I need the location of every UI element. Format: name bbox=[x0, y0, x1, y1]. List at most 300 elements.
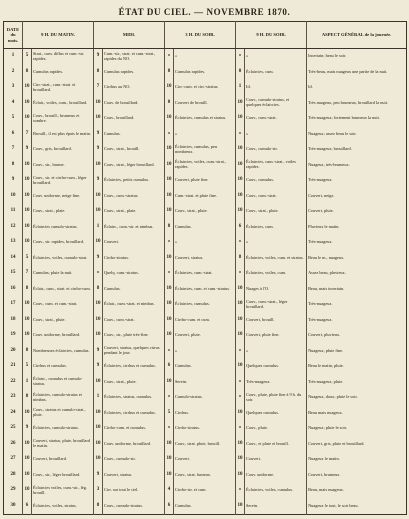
obs-noon: Éclairc., cum.-str. et nimbus. bbox=[103, 220, 165, 236]
cover-9h-morning: 10 bbox=[23, 406, 32, 422]
table-row bbox=[4, 468, 407, 484]
cover-noon: 9 bbox=[94, 359, 103, 375]
table-row bbox=[4, 390, 407, 406]
table-row bbox=[4, 251, 407, 267]
table-row bbox=[4, 344, 407, 360]
aspect-cell: Très-beau, mais nuageux une partie de la nuit. bbox=[307, 65, 407, 81]
cover-3h-evening: 10 bbox=[165, 189, 174, 205]
obs-9h-evening: Couv., strat., pluie. bbox=[245, 204, 307, 220]
cover-9h-morning: 8 bbox=[23, 344, 32, 360]
cover-3h-evening: 10 bbox=[165, 158, 174, 174]
day-cell: 14 bbox=[4, 251, 23, 267]
cover-noon: 10 bbox=[94, 158, 103, 174]
aspect-cell: Beau, mais incertain. bbox=[307, 282, 407, 298]
obs-9h-morning: Couv., cum. et cum.-strat. bbox=[32, 297, 94, 313]
cover-noon: 9 bbox=[94, 344, 103, 360]
cover-noon: 10 bbox=[94, 96, 103, 112]
obs-9h-evening: Couv. uniforme. bbox=[245, 468, 307, 484]
aspect-cell: Nuageux, doux; pluie le soir. bbox=[307, 390, 407, 406]
cover-9h-evening: 10 bbox=[236, 204, 245, 220]
aspect-cell: Très-nuageux, pluie. bbox=[307, 375, 407, 391]
obs-9h-evening: Couvert, brouill. bbox=[245, 313, 307, 329]
obs-9h-morning: Strat., cum. diffus et cum.-str. rapides. bbox=[32, 49, 94, 65]
day-cell: 20 bbox=[4, 344, 23, 360]
obs-3h-evening: » bbox=[174, 127, 236, 143]
cover-3h-evening: » bbox=[165, 344, 174, 360]
cover-3h-evening: 4 bbox=[165, 483, 174, 499]
header-aspect: ASPECT GÉNÉRAL de la journée. bbox=[307, 22, 407, 49]
cover-9h-morning: 1 bbox=[23, 375, 32, 391]
cover-noon: 7 bbox=[94, 80, 103, 96]
cover-noon: 8 bbox=[94, 499, 103, 515]
aspect-cell: Beau le m., nuageux. bbox=[307, 251, 407, 267]
cover-9h-evening: 10 bbox=[236, 452, 245, 468]
obs-noon: Couv., cumulo-str. bbox=[103, 452, 165, 468]
obs-9h-evening: Éclaircies, cum. bbox=[245, 220, 307, 236]
cover-noon: 1 bbox=[94, 390, 103, 406]
cover-9h-morning: 10 bbox=[23, 437, 32, 453]
cover-noon: 9 bbox=[94, 468, 103, 484]
obs-9h-evening: Éclaircies, voiles, cumulus. bbox=[245, 483, 307, 499]
obs-3h-evening: Couvert, pluie fine. bbox=[174, 173, 236, 189]
cover-3h-evening: 10 bbox=[165, 142, 174, 158]
obs-3h-evening: Cirrhus. bbox=[174, 406, 236, 422]
obs-3h-evening: Couvert, stratus. bbox=[174, 251, 236, 267]
obs-9h-morning: Couv. uniforme, brouillard. bbox=[32, 328, 94, 344]
aspect-cell: Couvert, pluie. bbox=[307, 204, 407, 220]
obs-9h-evening: Couvert, pluie fine. bbox=[245, 328, 307, 344]
cover-9h-evening: » bbox=[236, 49, 245, 65]
day-cell: 7 bbox=[4, 142, 23, 158]
obs-3h-evening: Cirrho-str. et cum. bbox=[174, 483, 236, 499]
obs-9h-morning: Couv., gris, brouillard. bbox=[32, 142, 94, 158]
obs-9h-morning: Cirr.-strat., cum.-strat. et brouillard. bbox=[32, 80, 94, 96]
table-row bbox=[4, 406, 407, 422]
day-cell: 28 bbox=[4, 468, 23, 484]
obs-noon: Cirr. sur tout le ciel. bbox=[103, 483, 165, 499]
header-row bbox=[4, 22, 407, 49]
obs-noon: Couv., cum.-strat. bbox=[103, 313, 165, 329]
cover-3h-evening: 10 bbox=[165, 313, 174, 329]
obs-3h-evening: Éclaircies, voiles, cum.-strat., rapides. bbox=[174, 158, 236, 174]
cover-9h-evening: 0 bbox=[236, 65, 245, 81]
cover-9h-morning: 8 bbox=[23, 390, 32, 406]
aspect-cell: Nuageux, très-brumeux. bbox=[307, 158, 407, 174]
table-row bbox=[4, 437, 407, 453]
day-cell: 18 bbox=[4, 313, 23, 329]
cover-9h-evening: 10 bbox=[236, 158, 245, 174]
obs-9h-evening: » bbox=[245, 127, 307, 143]
obs-noon: Couvert, stratus, quelques cirrus pendant le jour. bbox=[103, 344, 165, 360]
aspect-cell: Beau, mais nuageux. bbox=[307, 483, 407, 499]
cover-noon: 9 bbox=[94, 127, 103, 143]
cover-9h-morning: 5 bbox=[23, 251, 32, 267]
day-cell: 6 bbox=[4, 127, 23, 143]
obs-3h-evening: » bbox=[174, 235, 236, 251]
cover-9h-morning: 10 bbox=[23, 158, 32, 174]
obs-3h-evening: Cumulus. bbox=[174, 499, 236, 515]
obs-9h-morning: Couv., brouill., brumeux et sombre. bbox=[32, 111, 94, 127]
obs-noon: Couv., cum.-stratus. bbox=[103, 189, 165, 205]
cover-noon: 10 bbox=[94, 437, 103, 453]
obs-9h-morning: Couv. uniforme, neige fine. bbox=[32, 189, 94, 205]
cover-9h-evening: 10 bbox=[236, 142, 245, 158]
cover-9h-morning: 10 bbox=[23, 313, 32, 329]
day-cell: 30 bbox=[4, 499, 23, 515]
cover-3h-evening: » bbox=[165, 49, 174, 65]
cover-9h-morning: 10 bbox=[23, 328, 32, 344]
obs-9h-evening: Serein. bbox=[245, 499, 307, 515]
cover-3h-evening: 10 bbox=[165, 173, 174, 189]
obs-noon: Éclaircies, cirrhus et cumulus. bbox=[103, 406, 165, 422]
cover-9h-evening: 1 bbox=[236, 80, 245, 96]
day-cell: 12 bbox=[4, 220, 23, 236]
cover-9h-morning: 10 bbox=[23, 204, 32, 220]
day-cell: 8 bbox=[4, 158, 23, 174]
aspect-cell: Nuageux le matin. bbox=[307, 452, 407, 468]
table-row bbox=[4, 483, 407, 499]
day-cell: 10 bbox=[4, 189, 23, 205]
cover-9h-evening: 6 bbox=[236, 220, 245, 236]
obs-9h-morning: Éclaircies cumulo-stratus. bbox=[32, 220, 94, 236]
cover-noon: 9 bbox=[94, 251, 103, 267]
cover-noon: 9 bbox=[94, 49, 103, 65]
cover-9h-evening: » bbox=[236, 235, 245, 251]
cover-9h-morning: 10 bbox=[23, 189, 32, 205]
header-date: DATE du mois. bbox=[4, 22, 23, 49]
aspect-cell: Nuageux, pluie fine. bbox=[307, 344, 407, 360]
obs-9h-evening: Quelques cumulus. bbox=[245, 359, 307, 375]
aspect-cell: Nuageux le tout, le soir beau. bbox=[307, 499, 407, 515]
obs-3h-evening: Cum.-strat. et pluie fine. bbox=[174, 189, 236, 205]
table-row bbox=[4, 499, 407, 515]
cover-3h-evening: 10 bbox=[165, 111, 174, 127]
obs-3h-evening: Couvert. bbox=[174, 452, 236, 468]
header-9h-evening: 9 H. DU SOIR. bbox=[236, 22, 307, 49]
obs-9h-evening: Éclaircies, voiles, cum. bbox=[245, 266, 307, 282]
cover-3h-evening: » bbox=[165, 235, 174, 251]
table-row bbox=[4, 313, 407, 329]
cover-3h-evening: » bbox=[165, 266, 174, 282]
cover-3h-evening: » bbox=[165, 127, 174, 143]
obs-noon: Cum.-str., strat. et cum.-strat., rapides du NO. bbox=[103, 49, 165, 65]
cover-9h-morning: 8 bbox=[23, 282, 32, 298]
obs-9h-morning: Cumulus; pluie la nuit. bbox=[32, 266, 94, 282]
obs-3h-evening: » bbox=[174, 49, 236, 65]
header-9h-morning: 9 H. DU MATIN. bbox=[23, 22, 94, 49]
obs-3h-evening: Couv., strat. pluie, brouill. bbox=[174, 437, 236, 453]
table-row bbox=[4, 421, 407, 437]
obs-9h-evening: Éclaircies, cum. bbox=[245, 65, 307, 81]
cover-9h-evening: 10 bbox=[236, 328, 245, 344]
cover-3h-evening: 10 bbox=[165, 282, 174, 298]
aspect-cell: Nuageux; assez beau le soir. bbox=[307, 127, 407, 143]
cover-9h-evening: » bbox=[236, 127, 245, 143]
obs-9h-morning: Éclair., voiles, cum., brouillard. bbox=[32, 96, 94, 112]
obs-3h-evening: » bbox=[174, 344, 236, 360]
cover-9h-evening: 10 bbox=[236, 468, 245, 484]
obs-9h-evening: Couv., cum.-strat. bbox=[245, 189, 307, 205]
table-row bbox=[4, 49, 407, 65]
obs-noon: Couvert. bbox=[103, 235, 165, 251]
cover-9h-morning: 10 bbox=[23, 452, 32, 468]
aspect-cell: Assez beau, pluvieux. bbox=[307, 266, 407, 282]
table-row bbox=[4, 158, 407, 174]
obs-9h-morning: Éclaircies voiles, cum.-str., lég. brouill. bbox=[32, 483, 94, 499]
aspect-cell: Couvert, pluvieux. bbox=[307, 328, 407, 344]
obs-9h-evening: Couvert. bbox=[245, 452, 307, 468]
cover-3h-evening: 8 bbox=[165, 220, 174, 236]
cover-3h-evening: 6 bbox=[165, 359, 174, 375]
obs-9h-morning: Brouill., il est plus épais le matin. bbox=[32, 127, 94, 143]
aspect-cell: Beau le matin, pluie. bbox=[307, 359, 407, 375]
obs-9h-evening: Couv., cumulo-stratus, et quelques éclaircies. bbox=[245, 96, 307, 112]
cover-9h-morning: 10 bbox=[23, 220, 32, 236]
aspect-cell: Très-nuageux. bbox=[307, 297, 407, 313]
cover-3h-evening: 6 bbox=[165, 499, 174, 515]
cover-noon: 10 bbox=[94, 235, 103, 251]
day-cell: 17 bbox=[4, 297, 23, 313]
day-cell: 19 bbox=[4, 328, 23, 344]
cover-9h-morning: 10 bbox=[23, 483, 32, 499]
obs-noon: Cirrho-stratus. bbox=[103, 251, 165, 267]
obs-noon: Cumulus rapides. bbox=[103, 65, 165, 81]
obs-9h-morning: Nombreuses éclaircies, cumulus. bbox=[32, 344, 94, 360]
cover-9h-evening: 10 bbox=[236, 297, 245, 313]
cover-3h-evening: » bbox=[165, 390, 174, 406]
cover-noon: 10 bbox=[94, 375, 103, 391]
cover-9h-evening: 10 bbox=[236, 437, 245, 453]
obs-3h-evening: Couvert de brouill. bbox=[174, 96, 236, 112]
day-cell: 24 bbox=[4, 406, 23, 422]
cover-9h-evening: 10 bbox=[236, 282, 245, 298]
obs-3h-evening: Cumulus rapides. bbox=[174, 65, 236, 81]
obs-3h-evening: Cumulus. bbox=[174, 359, 236, 375]
obs-9h-evening: Couv., cum.-strat. bbox=[245, 111, 307, 127]
cover-noon: 10 bbox=[94, 189, 103, 205]
cover-9h-morning: 10 bbox=[23, 173, 32, 189]
cover-noon: 9 bbox=[94, 142, 103, 158]
cover-9h-morning: 6 bbox=[23, 499, 32, 515]
cover-3h-evening: 10 bbox=[165, 80, 174, 96]
obs-noon: Couv., strat., léger brouillard. bbox=[103, 158, 165, 174]
obs-noon: Couvert, stratus. bbox=[103, 468, 165, 484]
obs-noon: Quelq. cum.-stratus. bbox=[103, 266, 165, 282]
table-row bbox=[4, 452, 407, 468]
day-cell: 4 bbox=[4, 96, 23, 112]
obs-noon: Éclair., cum.-strat. et nimbus. bbox=[103, 297, 165, 313]
cover-9h-evening: 10 bbox=[236, 359, 245, 375]
cover-9h-morning: 7 bbox=[23, 127, 32, 143]
obs-9h-evening: Couv., pluie. bbox=[245, 421, 307, 437]
day-cell: 11 bbox=[4, 204, 23, 220]
cover-9h-evening: 10 bbox=[236, 96, 245, 112]
table-row bbox=[4, 297, 407, 313]
obs-noon: Cumulus. bbox=[103, 127, 165, 143]
sky-state-table bbox=[3, 21, 407, 515]
cover-3h-evening: 10 bbox=[165, 251, 174, 267]
cover-3h-evening: 8 bbox=[165, 65, 174, 81]
obs-noon: Couv. de brouillard. bbox=[103, 96, 165, 112]
cover-noon: 10 bbox=[94, 328, 103, 344]
obs-noon: Couv. uniforme, brouillard. bbox=[103, 437, 165, 453]
cover-noon: 10 bbox=[94, 421, 103, 437]
table-body bbox=[4, 49, 407, 515]
obs-noon: Éclaircies, stratus, cumulus. bbox=[103, 390, 165, 406]
obs-9h-morning: Éclaircies, cumulo-stratus. bbox=[32, 421, 94, 437]
cover-9h-evening: » bbox=[236, 390, 245, 406]
cover-3h-evening: 10 bbox=[165, 452, 174, 468]
cover-noon: 10 bbox=[94, 297, 103, 313]
cover-9h-morning: 9 bbox=[23, 421, 32, 437]
cover-9h-evening: » bbox=[236, 421, 245, 437]
cover-9h-morning: 10 bbox=[23, 468, 32, 484]
obs-9h-evening: Nuages à l'O. bbox=[245, 282, 307, 298]
day-cell: 27 bbox=[4, 452, 23, 468]
obs-noon: Cumulus. bbox=[103, 282, 165, 298]
obs-noon: Cirrhus au NO. bbox=[103, 80, 165, 96]
table-row bbox=[4, 65, 407, 81]
cover-9h-evening: 10 bbox=[236, 406, 245, 422]
cover-9h-evening: 10 bbox=[236, 173, 245, 189]
obs-3h-evening: Cumulus. bbox=[174, 220, 236, 236]
obs-9h-evening: Couv., pluie, pluie fine à 9 h. du soir. bbox=[245, 390, 307, 406]
obs-3h-evening: Éclaircies, cumulus et stratus. bbox=[174, 111, 236, 127]
obs-9h-evening: » bbox=[245, 49, 307, 65]
cover-noon: » bbox=[94, 266, 103, 282]
obs-noon: Couv., cumulo-stratus. bbox=[103, 499, 165, 515]
header-noon: MIDI. bbox=[94, 22, 165, 49]
cover-9h-evening: » bbox=[236, 266, 245, 282]
cover-noon: 10 bbox=[94, 204, 103, 220]
cover-noon: 10 bbox=[94, 313, 103, 329]
cover-noon: 8 bbox=[94, 282, 103, 298]
obs-3h-evening: Cirrho-stratus. bbox=[174, 421, 236, 437]
table-row bbox=[4, 204, 407, 220]
cover-9h-morning: 8 bbox=[23, 65, 32, 81]
cover-3h-evening: 10 bbox=[165, 204, 174, 220]
obs-3h-evening: Éclaircies, cum.-strat. bbox=[174, 266, 236, 282]
obs-9h-morning: Éclairc., cumulus et cumulo-stratus. bbox=[32, 375, 94, 391]
cover-noon: 9 bbox=[94, 173, 103, 189]
obs-noon: Couv., strat., brouill. bbox=[103, 142, 165, 158]
table-row bbox=[4, 282, 407, 298]
obs-9h-evening: » bbox=[245, 235, 307, 251]
table-row bbox=[4, 127, 407, 143]
cover-9h-morning: 10 bbox=[23, 297, 32, 313]
table-row bbox=[4, 173, 407, 189]
day-cell: 22 bbox=[4, 375, 23, 391]
cover-9h-morning: 10 bbox=[23, 80, 32, 96]
obs-9h-morning: Cirrhus et cumulus. bbox=[32, 359, 94, 375]
obs-9h-morning: Couv., stratus et cumulo-strat., pluie. bbox=[32, 406, 94, 422]
cover-noon: 3 bbox=[94, 483, 103, 499]
obs-3h-evening: Couvert, pluie. bbox=[174, 328, 236, 344]
obs-noon: Couv., strat., pluie. bbox=[103, 375, 165, 391]
table-row bbox=[4, 111, 407, 127]
obs-9h-evening: Couv., cumulus. bbox=[245, 173, 307, 189]
cover-9h-evening: 10 bbox=[236, 313, 245, 329]
obs-9h-morning: Couv., strat., plaie. bbox=[32, 204, 94, 220]
obs-3h-evening: Cumulo-stratus. bbox=[174, 390, 236, 406]
day-cell: 23 bbox=[4, 390, 23, 406]
table-row bbox=[4, 96, 407, 112]
cover-noon: 1 bbox=[94, 220, 103, 236]
table-row bbox=[4, 142, 407, 158]
obs-9h-evening: Très-nuageux. bbox=[245, 375, 307, 391]
table-row bbox=[4, 189, 407, 205]
obs-9h-morning: Éclair., cum., strat. et cirrho-cum. bbox=[32, 282, 94, 298]
aspect-cell: Couvert, neige. bbox=[307, 189, 407, 205]
aspect-cell: Très-nuageux; fortement brumeux la nuit. bbox=[307, 111, 407, 127]
day-cell: 5 bbox=[4, 111, 23, 127]
cover-9h-evening: 10 bbox=[236, 189, 245, 205]
obs-9h-morning: Couv., str., brume. bbox=[32, 158, 94, 174]
cover-9h-morning: 10 bbox=[23, 96, 32, 112]
day-cell: 25 bbox=[4, 421, 23, 437]
obs-noon: Couv., str., pluie très-fine. bbox=[103, 328, 165, 344]
table-row bbox=[4, 266, 407, 282]
cover-noon: 10 bbox=[94, 111, 103, 127]
cover-3h-evening: 5 bbox=[165, 406, 174, 422]
table-row bbox=[4, 220, 407, 236]
obs-9h-evening: Couv., cumulo-str. bbox=[245, 142, 307, 158]
cover-9h-evening: 8 bbox=[236, 251, 245, 267]
aspect-cell: Très-nuageux, brouillard. bbox=[307, 142, 407, 158]
obs-3h-evening: Éclaircies, cum. et cum.-stratus. bbox=[174, 282, 236, 298]
page-title: ÉTAT DU CIEL. — NOVEMBRE 1870. bbox=[118, 7, 291, 17]
obs-3h-evening: Éclaircies, cumulus. bbox=[174, 297, 236, 313]
obs-noon: Éclaircies, cirrhus et cumulus. bbox=[103, 359, 165, 375]
obs-3h-evening: Serein. bbox=[174, 375, 236, 391]
obs-noon: Cirrho-cum. et cumulus. bbox=[103, 421, 165, 437]
day-cell: 13 bbox=[4, 235, 23, 251]
day-cell: 15 bbox=[4, 266, 23, 282]
obs-9h-morning: Couvert, stratus, pluie, brouillard le matin. bbox=[32, 437, 94, 453]
cover-3h-evening: 10 bbox=[165, 297, 174, 313]
obs-9h-evening: Id. bbox=[245, 80, 307, 96]
obs-9h-morning: Cumulus rapides. bbox=[32, 65, 94, 81]
day-cell: 1 bbox=[4, 49, 23, 65]
cover-noon: 10 bbox=[94, 406, 103, 422]
cover-9h-evening: 10 bbox=[236, 499, 245, 515]
cover-noon: 10 bbox=[94, 452, 103, 468]
obs-9h-morning: Couv., str. et cirrho-cum., léger brouillard. bbox=[32, 173, 94, 189]
aspect-cell: Id. bbox=[307, 80, 407, 96]
aspect-cell: Couvert, brumeux. bbox=[307, 468, 407, 484]
obs-9h-evening: Éclaircies, voiles, cum. et stratus. bbox=[245, 251, 307, 267]
cover-9h-morning: 7 bbox=[23, 266, 32, 282]
aspect-cell: Très-nuageux. bbox=[307, 313, 407, 329]
table-row bbox=[4, 375, 407, 391]
day-cell: 3 bbox=[4, 80, 23, 96]
cover-9h-evening: » bbox=[236, 483, 245, 499]
obs-9h-morning: Couvert, brouillard. bbox=[32, 452, 94, 468]
table-row bbox=[4, 80, 407, 96]
aspect-cell: Très nuageux, peu brumeux, brouillard la nuit. bbox=[307, 96, 407, 112]
cover-3h-evening: 10 bbox=[165, 328, 174, 344]
obs-9h-morning: Couv., str. rapides, brouillard. bbox=[32, 235, 94, 251]
header-3h-evening: 3 H. DU SOIR. bbox=[165, 22, 236, 49]
day-cell: 26 bbox=[4, 437, 23, 453]
table-row bbox=[4, 328, 407, 344]
table-row bbox=[4, 359, 407, 375]
obs-3h-evening: Cirr.-cum. et cirr.-stratus. bbox=[174, 80, 236, 96]
day-cell: 2 bbox=[4, 65, 23, 81]
day-cell: 29 bbox=[4, 483, 23, 499]
cover-noon: 8 bbox=[94, 65, 103, 81]
obs-9h-morning: Éclaircies, voiles, stratus. bbox=[32, 499, 94, 515]
